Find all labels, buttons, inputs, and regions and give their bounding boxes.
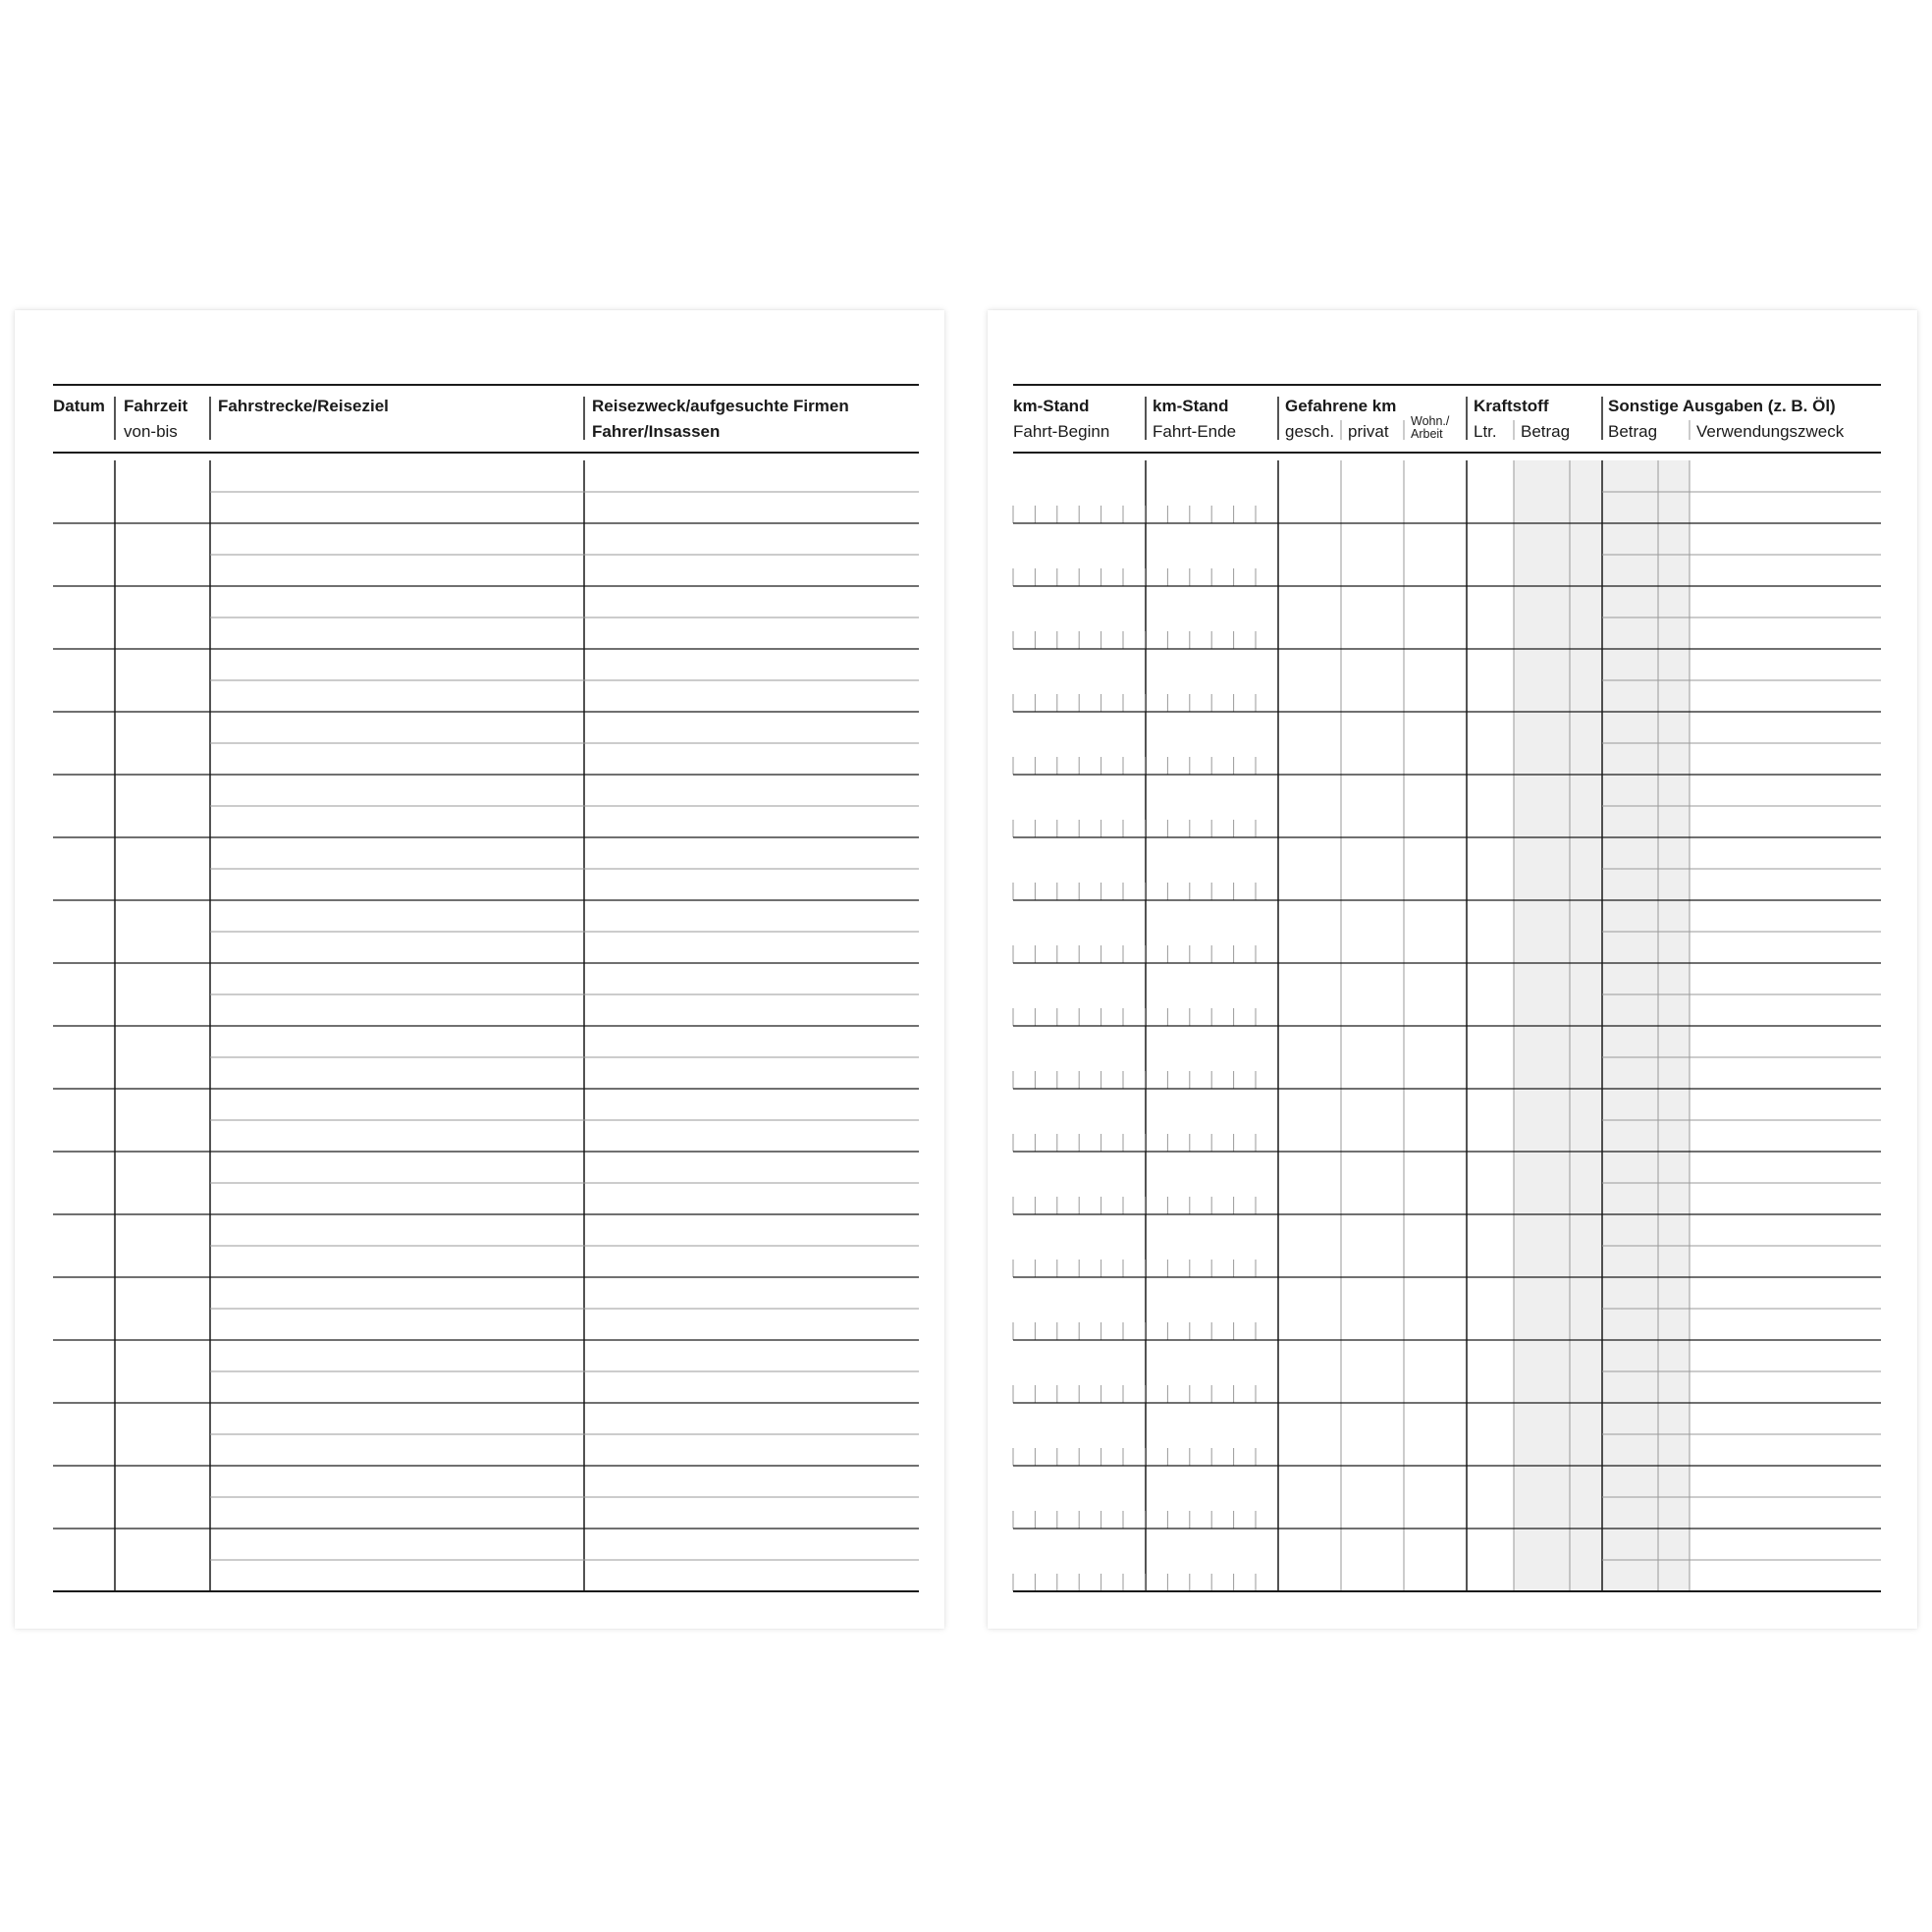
header-fahrzeit: Fahrzeit	[124, 397, 188, 415]
left-page	[15, 310, 944, 1629]
header-fahrer-insassen: Fahrer/Insassen	[592, 422, 721, 441]
right-page	[988, 310, 1917, 1629]
header-reisezweck: Reisezweck/aufgesuchte Firmen	[592, 397, 849, 415]
header-gefahrene-km: Gefahrene km	[1285, 397, 1397, 415]
header-km-stand-ende: km-Stand	[1153, 397, 1229, 415]
header-verwendungszweck: Verwendungszweck	[1696, 422, 1845, 441]
header-fahrstrecke: Fahrstrecke/Reiseziel	[218, 397, 389, 415]
header-privat: privat	[1348, 422, 1389, 441]
header-wohn: Wohn./	[1411, 414, 1450, 428]
right-page-grid	[988, 310, 1917, 1629]
header-datum: Datum	[53, 397, 105, 415]
header-fahrzeit-von-bis: von-bis	[124, 422, 178, 441]
header-fahrt-beginn: Fahrt-Beginn	[1013, 422, 1110, 441]
header-sonstige-betrag: Betrag	[1608, 422, 1658, 441]
header-km-stand-beginn: km-Stand	[1013, 397, 1090, 415]
header-kraftstoff-betrag: Betrag	[1521, 422, 1571, 441]
left-page-grid	[15, 310, 944, 1629]
header-gesch: gesch.	[1285, 422, 1335, 441]
header-fahrt-ende: Fahrt-Ende	[1153, 422, 1237, 441]
header-kraftstoff: Kraftstoff	[1474, 397, 1549, 415]
header-arbeit: Arbeit	[1411, 427, 1443, 441]
header-ltr: Ltr.	[1474, 422, 1497, 441]
header-sonstige-ausgaben: Sonstige Ausgaben (z. B. Öl)	[1608, 397, 1836, 415]
